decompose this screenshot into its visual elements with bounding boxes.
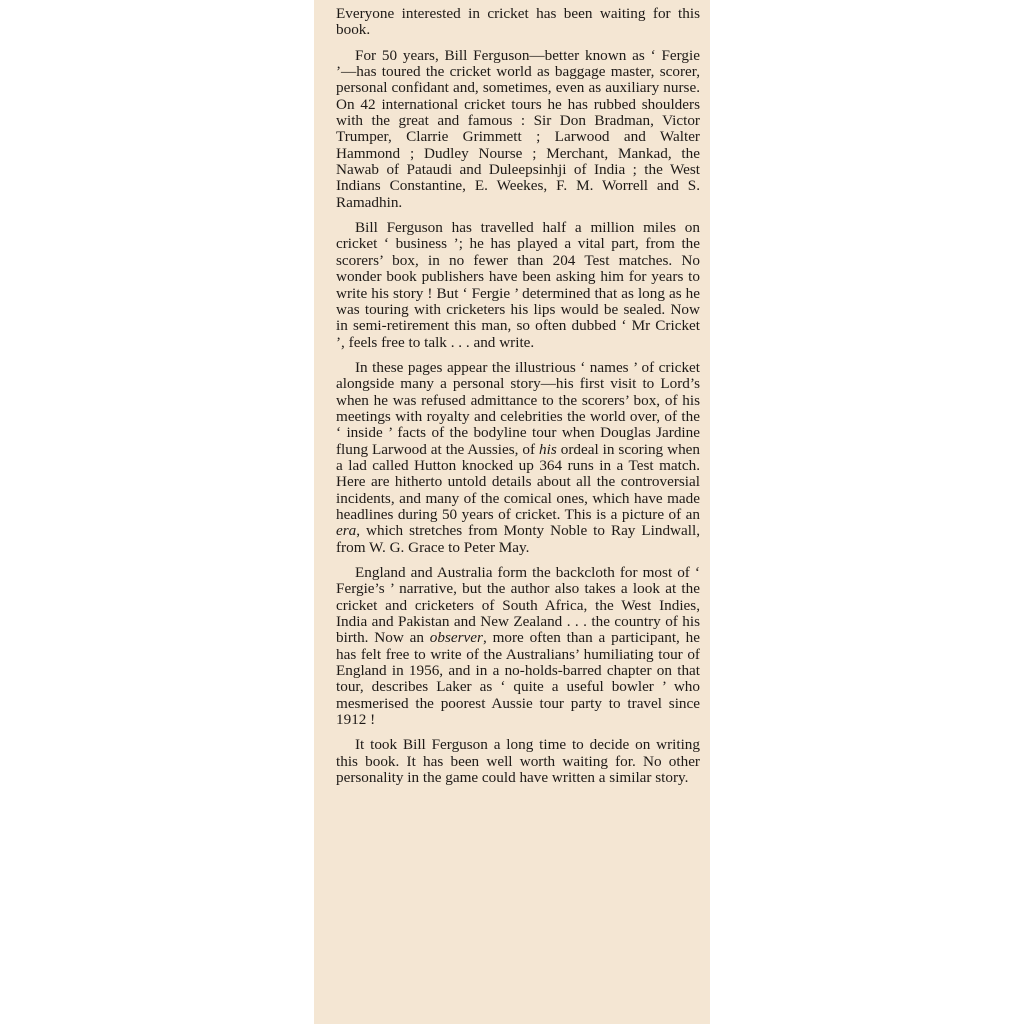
emphasis-his: his: [539, 440, 557, 458]
paragraph-narrative-text-2: , more often than a participant, he has felt free to write of the Australians’ humiliating tour of England in 1956, and in a no-holds-barred chapter on that tour, describes Laker as ‘ quite a useful bowler ’ who mesmerised the poorest Aussie tour party to travel since 1912 !: [336, 629, 700, 729]
paragraph-intro-text: Everyone interested in cricket has been waiting for this book.: [336, 5, 700, 39]
paragraph-stories-text-3: , which stretches from Monty Noble to Ray Lindwall, from W. G. Grace to Peter May.: [336, 522, 700, 556]
paragraph-travels: [336, 220, 700, 351]
paragraph-stories: [336, 360, 700, 556]
paragraph-travels-text: Bill Ferguson has travelled half a million miles on cricket ‘ business ’; he has played a vital part, from the scorers’ box, in no fewer than 204 Test matches. No wonder book publishers have been asking him for years to write his story ! But ‘ Fergie ’ determined that as long as he was touring with cricketers his lips would be sealed. Now in semi-retirement this man, so often dubbed ‘ Mr Cricket ’, feels free to talk . . . and write.: [336, 219, 700, 351]
paragraph-stories-text-2: ordeal in scoring when a lad called Hutton knocked up 364 runs in a Test match. Here are hitherto untold details about all the controversial incidents, and many of the comical ones, which have made headlines during 50 years of cricket. This is a picture of an: [336, 440, 700, 523]
emphasis-era: era: [336, 522, 357, 540]
paragraph-stories-text-1: In these pages appear the illustrious ‘ names ’ of cricket alongside many a personal story—his first visit to Lord’s when he was refused admittance to the scorers’ box, of his meetings with royalty and celebrities the world over, of the ‘ inside ’ facts of the bodyline tour when Douglas Jardine flung Larwood at the Aussies, of: [336, 358, 700, 458]
paragraph-closing: [336, 737, 700, 786]
paragraph-narrative-text-1: England and Australia form the backcloth for most of ‘ Fergie’s ’ narrative, but the author also takes a look at the cricket and cricketers of South Africa, the West Indies, India and Pakistan and New Zealand . . . the country of his birth. Now an: [336, 564, 700, 647]
paragraph-career: [336, 48, 700, 211]
book-blurb-clipping: [314, 0, 710, 1024]
paragraph-intro: [336, 6, 700, 39]
paragraph-career-text: For 50 years, Bill Ferguson—better known as ‘ Fergie ’—has toured the cricket world as baggage master, scorer, personal confidant and, sometimes, even as auxiliary nurse. On 42 international cricket tours he has rubbed shoulders with the great and famous : Sir Don Bradman, Victor Trumper, Clarrie Grimmett ; Larwood and Walter Hammond ; Dudley Nourse ; Merchant, Mankad, the Nawab of Pataudi and Duleepsinhji of India ; the West Indians Constantine, E. Weekes, F. M. Worrell and S. Ramadhin.: [336, 46, 700, 211]
paragraph-closing-text: It took Bill Ferguson a long time to decide on writing this book. It has been well worth waiting for. No other personality in the game could have written a similar story.: [336, 736, 700, 787]
paragraph-narrative: [336, 565, 700, 728]
emphasis-observer: observer: [429, 629, 483, 647]
